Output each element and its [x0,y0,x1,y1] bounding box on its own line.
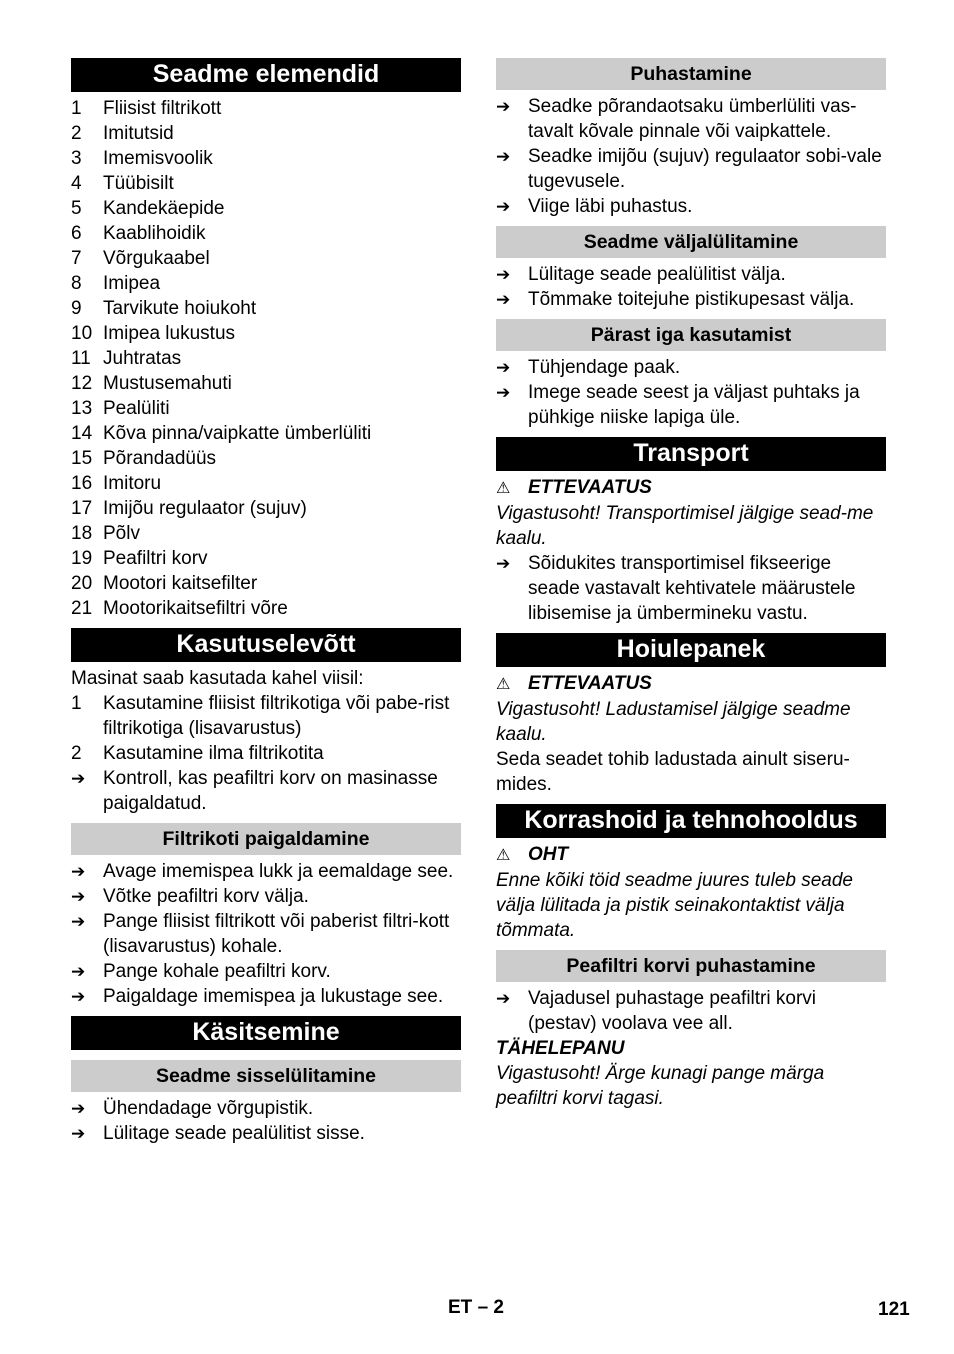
list-item [71,271,461,296]
item-text: Kasutamine ilma filtrikotita [103,743,324,764]
step-text: Lülitage seade pealülitist sisse. [103,1123,365,1144]
item-number: 1 [71,693,82,714]
arrow-item: ➔ Kontroll, kas peafiltri korv on masinasse paigaldatud. [71,768,438,814]
arrow-item [496,194,886,219]
arrow-icon: ➔ [496,383,511,402]
arrow-item [71,884,461,909]
item-text: Mootorikaitsefiltri võre [103,598,288,619]
list-item [71,596,461,621]
step-text: Viige läbi puhastus. [528,196,693,217]
list-item [71,96,461,121]
arrow-icon: ➔ [71,987,86,1006]
arrow-item [71,1096,461,1121]
transport-warning-text: Vigastusoht! Transportimisel jälgige sead-me kaalu. [496,503,874,549]
step-text: Avage imemispea lukk ja eemaldage see. [103,861,454,882]
page-number: 121 [878,1299,910,1320]
arrow-item [496,94,886,144]
item-text: Imitoru [103,473,162,494]
subheading-cleaning: Puhastamine [496,58,886,90]
item-text: Imemisvoolik [103,148,213,169]
item-text: Imitutsid [103,123,174,144]
storage-warning: ⚠ ETTEVAATUS [496,671,886,697]
elements-list [71,96,461,621]
step-text: Imege seade seest ja väljast puhtaks ja pühkige niiske lapiga üle. [528,382,860,428]
item-text: Tarvikute hoiukoht [103,298,257,319]
arrow-icon: ➔ [496,989,511,1008]
arrow-icon: ➔ [496,358,511,377]
item-number: 12 [71,373,93,394]
item-number: 7 [71,248,82,269]
item-number: 18 [71,523,93,544]
item-text: Juhtratas [103,348,182,369]
list-item [71,296,461,321]
filterbag-steps [71,859,461,1009]
item-number: 6 [71,223,82,244]
step-text: Seadke imijõu (sujuv) regulaator sobi-vale tugevusele. [528,146,882,192]
storage-warning-text: Vigastusoht! Ladustamisel jälgige seadme kaalu. [496,699,851,745]
step-text: Paigaldage imemispea ja lukustage see. [103,986,444,1007]
item-number: 2 [71,123,82,144]
arrow-icon: ➔ [71,912,86,931]
list-item [71,171,461,196]
item-text: Fliisist filtrikott [103,98,222,119]
item-number: 19 [71,548,93,569]
arrow-icon: ➔ [71,862,86,881]
section-heading-maintenance: Korrashoid ja tehnohooldus [496,804,886,838]
item-text: Pealüliti [103,398,170,419]
arrow-item [71,984,461,1009]
arrow-item [496,380,886,430]
step-text: Pange fliisist filtrikott või paberist filtri-kott (lisavarustus) kohale. [103,911,450,957]
list-item [71,221,461,246]
item-text: Võrgukaabel [103,248,210,269]
item-text: Mustusemahuti [103,373,232,394]
list-item [71,496,461,521]
item-number: 4 [71,173,82,194]
item-text: Kandekäepide [103,198,225,219]
arrow-item: ➔ Sõidukites transportimisel fikseerige seade vastavalt kehtivatele määrustele libisemise ja ümbermineku vastu. [496,553,856,624]
item-number: 20 [71,573,93,594]
section-heading-storage: Hoiulepanek [496,633,886,667]
list-item [71,371,461,396]
item-text: Imipea lukustus [103,323,236,344]
step-text: Lülitage seade pealülitist välja. [528,264,786,285]
step-text: Tõmmake toitejuhe pistikupesast välja. [528,289,855,310]
maintenance-danger: ⚠ OHT [496,842,886,868]
startup-list [71,691,461,766]
item-text: Kasutamine fliisist filtrikotiga või pabe-rist filtrikotiga (lisavarustus) [103,693,450,739]
item-text: Mootori kaitsefilter [103,573,258,594]
item-number: 11 [71,348,91,369]
arrow-icon: ➔ [71,962,86,981]
maintenance-danger-text: Enne kõiki töid seadme juures tuleb seade välja lülitada ja pistik seinakontaktist välja tõmmata. [496,870,854,941]
list-item [71,546,461,571]
arrow-item [496,355,886,380]
item-text: Põlv [103,523,140,544]
arrow-item: ➔ Vajadusel puhastage peafiltri korvi (pestav) voolava vee all. [496,988,816,1034]
arrow-item [496,262,886,287]
item-number: 3 [71,148,82,169]
item-text: Kaablihoidik [103,223,206,244]
switch-on-steps [71,1096,461,1146]
subheading-switch-off: Seadme väljalülitamine [496,226,886,258]
item-text: Tüübisilt [103,173,174,194]
notice-text: Vigastusoht! Ärge kunagi pange märga peafiltri korvi tagasi. [496,1063,825,1109]
item-text: Põrandadüüs [103,448,217,469]
arrow-icon: ➔ [496,290,511,309]
step-text: Võtke peafiltri korv välja. [103,886,309,907]
list-item [71,346,461,371]
item-number: 21 [71,598,93,619]
step-text: Pange kohale peafiltri korv. [103,961,331,982]
item-text: Imipea [103,273,161,294]
switch-off-steps [496,262,886,312]
list-item [71,446,461,471]
arrow-icon: ➔ [71,1099,86,1118]
subheading-after-use: Pärast iga kasutamist [496,319,886,351]
arrow-icon: ➔ [71,1124,86,1143]
section-heading-startup: Kasutuselevõtt [71,628,461,662]
arrow-item [71,859,461,884]
storage-text: Seda seadet tohib ladustada ainult siseru-mides. [496,749,850,795]
list-item [71,246,461,271]
section-heading-operation: Käsitsemine [71,1016,461,1050]
list-item [71,146,461,171]
notice-heading: TÄHELEPANU [496,1038,625,1059]
warning-triangle-icon: ⚠ [496,847,511,864]
subheading-basket-cleaning: Peafiltri korvi puhastamine [496,950,886,982]
arrow-icon: ➔ [496,97,511,116]
arrow-icon: ➔ [496,554,511,573]
arrow-icon: ➔ [71,769,86,788]
list-item [71,521,461,546]
item-text: Peafiltri korv [103,548,208,569]
list-item [71,691,461,741]
item-number: 14 [71,423,93,444]
item-number: 15 [71,448,93,469]
footer-language: ET – 2 [448,1297,504,1318]
arrow-icon: ➔ [496,265,511,284]
transport-warning: ⚠ ETTEVAATUS [496,475,886,501]
list-item [71,396,461,421]
step-text: Ühendadage võrgupistik. [103,1098,314,1119]
item-number: 5 [71,198,82,219]
arrow-icon: ➔ [496,147,511,166]
item-number: 2 [71,743,82,764]
section-heading-transport: Transport [496,437,886,471]
item-text: Kõva pinna/vaipkatte ümberlüliti [103,423,372,444]
item-number: 8 [71,273,82,294]
warning-triangle-icon: ⚠ [496,480,511,497]
startup-intro: Masinat saab kasutada kahel viisil: [71,668,364,689]
item-number: 16 [71,473,93,494]
right-column [496,58,886,1111]
list-item [71,196,461,221]
list-item [71,121,461,146]
list-item [71,571,461,596]
item-number: 9 [71,298,82,319]
arrow-item [496,144,886,194]
arrow-icon: ➔ [71,887,86,906]
arrow-icon: ➔ [496,197,511,216]
list-item [71,471,461,496]
item-number: 10 [71,323,93,344]
arrow-item [71,1121,461,1146]
list-item [71,421,461,446]
section-heading-elements: Seadme elemendid [71,58,461,92]
subheading-filterbag: Filtrikoti paigaldamine [71,823,461,855]
list-item [71,321,461,346]
cleaning-steps [496,94,886,219]
step-text: Tühjendage paak. [528,357,681,378]
warning-triangle-icon: ⚠ [496,676,511,693]
arrow-item [496,287,886,312]
arrow-item [71,959,461,984]
left-column [71,58,461,1146]
item-text: Imijõu regulaator (sujuv) [103,498,307,519]
item-number: 1 [71,98,82,119]
subheading-switch-on: Seadme sisselülitamine [71,1060,461,1092]
item-number: 17 [71,498,93,519]
list-item [71,741,461,766]
step-text: Seadke põrandaotsaku ümberlüliti vas-tavalt kõvale pinnale või vaipkattele. [528,96,857,142]
item-number: 13 [71,398,93,419]
arrow-item [71,909,461,959]
after-use-steps [496,355,886,430]
